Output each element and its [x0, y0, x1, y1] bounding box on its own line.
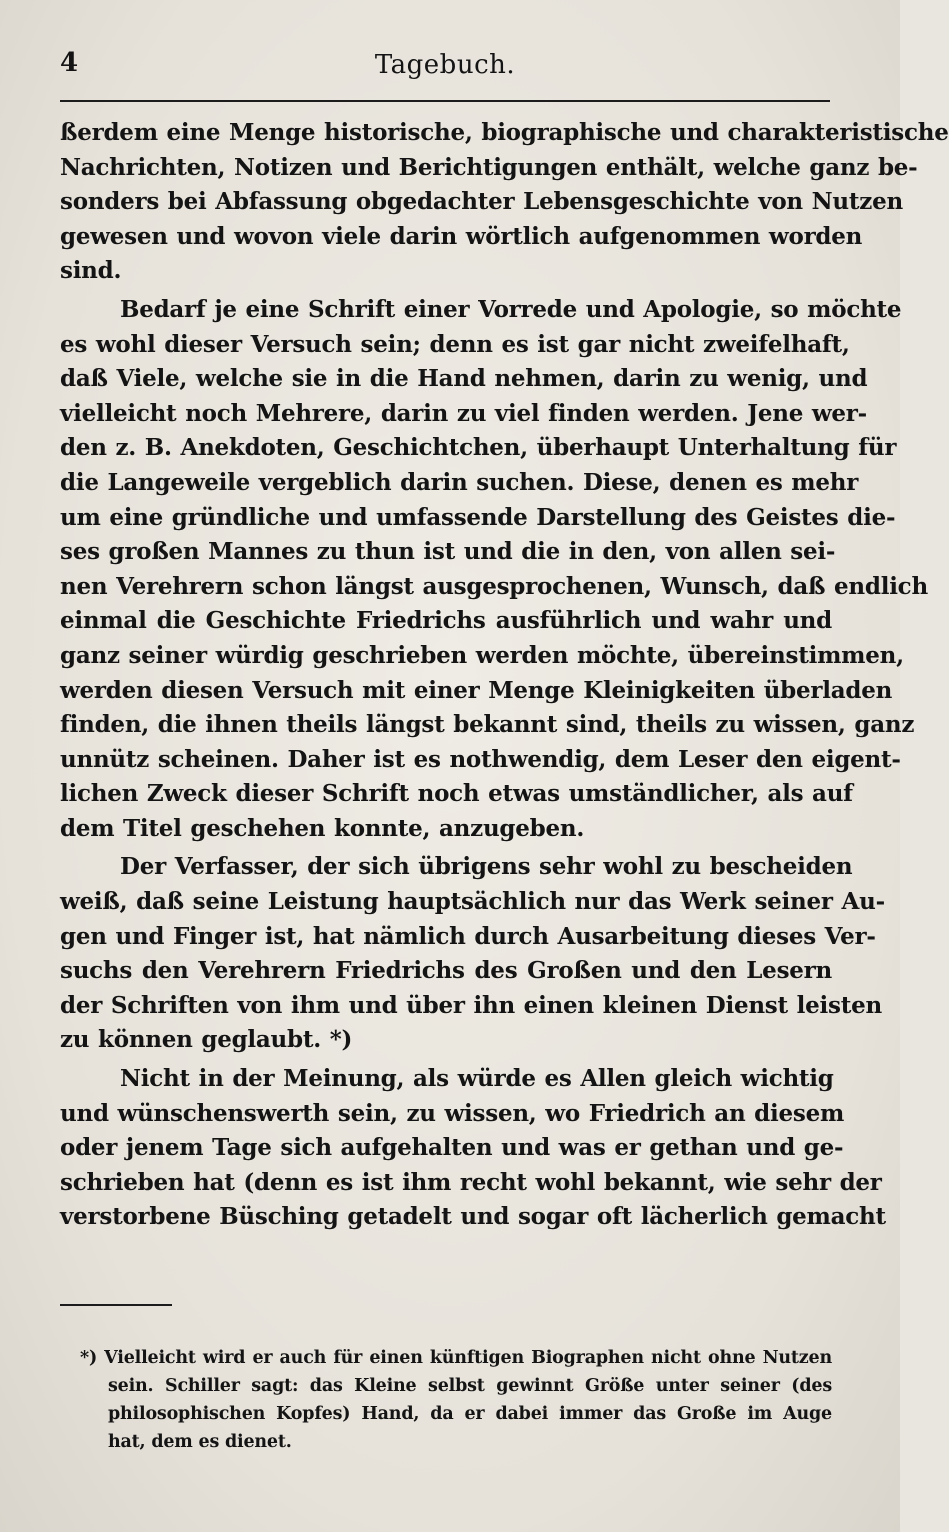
- text-line: Der Verfasser, der sich übrigens sehr wohl zu bescheiden: [120, 853, 853, 881]
- text-line: ses großen Mannes zu thun ist und die in den, von allen sei-: [60, 538, 836, 566]
- footnote: [80, 1344, 832, 1456]
- footnote-rule: [60, 1304, 172, 1306]
- text-line: Nicht in der Meinung, als würde es Allen gleich wichtig: [120, 1065, 834, 1093]
- text-line: sonders bei Abfassung obgedachter Lebensgeschichte von Nutzen: [60, 188, 903, 216]
- text-line: zu können geglaubt. *): [60, 1026, 353, 1054]
- text-line: einmal die Geschichte Friedrichs ausführlich und wahr und: [60, 607, 832, 635]
- text-line: finden, die ihnen theils längst bekannt sind, theils zu wissen, ganz: [60, 711, 915, 739]
- text-line: ßerdem eine Menge historische, biographische und charakteristische: [60, 119, 949, 146]
- footnote-line: philosophischen Kopfes) Hand, da er dabei immer das Große im Auge: [108, 1404, 832, 1424]
- text-line: lichen Zweck dieser Schrift noch etwas umständlicher, als auf: [60, 780, 853, 808]
- running-head: Tagebuch.: [374, 50, 516, 80]
- main-text: [60, 116, 949, 1239]
- text-line: gen und Finger ist, hat nämlich durch Ausarbeitung dieses Ver-: [60, 922, 876, 950]
- text-line: unnütz scheinen. Daher ist es nothwendig, dem Leser den eigent-: [60, 745, 901, 773]
- text-line: der Schriften von ihm und über ihn einen kleinen Dienst leisten: [60, 991, 882, 1019]
- text-line: weiß, daß seine Leistung hauptsächlich nur das Werk seiner Au-: [60, 888, 885, 916]
- text-line: um eine gründliche und umfassende Darstellung des Geistes die-: [60, 503, 896, 531]
- text-line: vielleicht noch Mehrere, darin zu viel finden werden. Jene wer-: [60, 399, 867, 427]
- text-line: nen Verehrern schon längst ausgesprochenen, Wunsch, daß endlich: [60, 572, 928, 600]
- footnote-line: sein. Schiller sagt: das Kleine selbst gewinnt Größe unter seiner (des: [108, 1376, 832, 1396]
- text-line: ganz seiner würdig geschrieben werden möchte, übereinstimmen,: [60, 641, 904, 669]
- text-line: oder jenem Tage sich aufgehalten und was er gethan und ge-: [60, 1134, 844, 1162]
- page-number: 4: [60, 48, 79, 78]
- text-line: verstorbene Büsching getadelt und sogar oft lächerlich gemacht: [60, 1203, 886, 1231]
- paragraph-3: [60, 850, 885, 1058]
- text-line: und wünschenswerth sein, zu wissen, wo Friedrich an diesem: [60, 1099, 845, 1127]
- text-line: gewesen und wovon viele darin wörtlich aufgenommen worden: [60, 222, 863, 250]
- text-line: schrieben hat (denn es ist ihm recht wohl bekannt, wie sehr der: [60, 1168, 882, 1196]
- footnote-line: *) Vielleicht wird er auch für einen künftigen Biographen nicht ohne Nutzen: [80, 1348, 832, 1368]
- paragraph-1: [60, 116, 949, 289]
- paragraph-2: [60, 293, 928, 847]
- footnote-line: hat, dem es dienet.: [108, 1432, 292, 1452]
- text-line: den z. B. Anekdoten, Geschichtchen, überhaupt Unterhaltung für: [60, 434, 897, 462]
- text-line: sind.: [60, 257, 122, 285]
- text-line: suchs den Verehrern Friedrichs des Großen und den Lesern: [60, 957, 832, 985]
- text-line: Bedarf je eine Schrift einer Vorrede und Apologie, so möchte: [120, 295, 902, 323]
- text-line: die Langeweile vergeblich darin suchen. Diese, denen es mehr: [60, 468, 859, 496]
- text-line: werden diesen Versuch mit einer Menge Kleinigkeiten überladen: [60, 676, 893, 704]
- text-line: daß Viele, welche sie in die Hand nehmen, darin zu wenig, und: [60, 365, 868, 393]
- page-header: [60, 40, 830, 90]
- text-line: es wohl dieser Versuch sein; denn es ist gar nicht zweifelhaft,: [60, 330, 850, 358]
- text-line: Nachrichten, Notizen und Berichtigungen enthält, welche ganz be-: [60, 153, 918, 181]
- header-rule: [60, 100, 830, 102]
- paragraph-4: [60, 1062, 886, 1235]
- text-line: dem Titel geschehen konnte, anzugeben.: [60, 814, 585, 842]
